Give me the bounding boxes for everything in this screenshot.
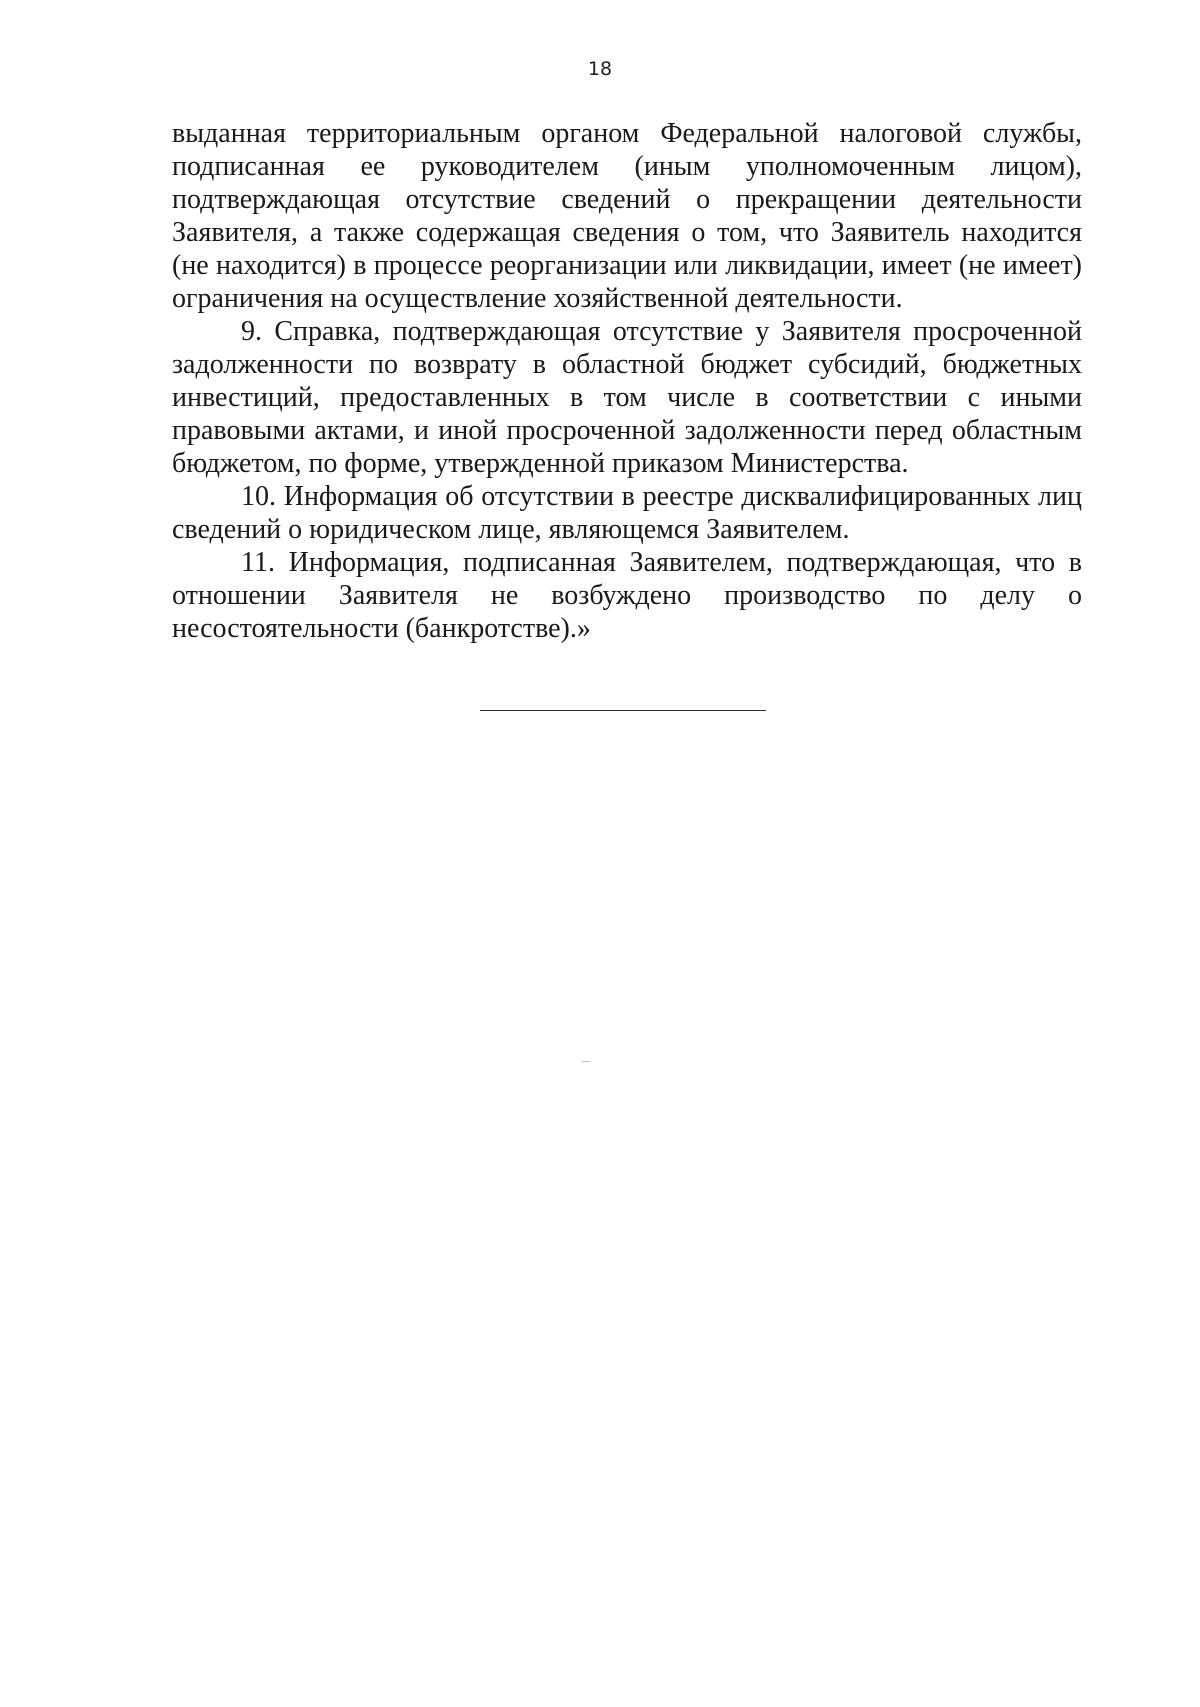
scan-speck bbox=[582, 1061, 590, 1062]
document-body bbox=[172, 117, 1082, 645]
paragraph-continuation: выданная территориальным органом Федеральной налоговой службы, подписанная ее руководителем (иным уполномоченным лицом), подтверждающая отсутствие сведений о прекращении деятельности Заявителя, а также содержащая сведения о том, что Заявитель находится (не находится) в процессе реорганизации или ликвидации, имеет (не имеет) ограничения на осуществление хозяйственной деятельности. bbox=[172, 118, 1082, 314]
paragraph-item-9: 9. Справка, подтверждающая отсутствие у Заявителя просроченной задолженности по возврату в областной бюджет субсидий, бюджетных инвестиций, предоставленных в том числе в соответствии с иными правовыми актами, и иной просроченной задолженности перед областным бюджетом, по форме, утвержденной приказом Министерства. bbox=[172, 316, 1082, 479]
page-number: 18 bbox=[587, 58, 613, 80]
paragraph-item-11: 11. Информация, подписанная Заявителем, подтверждающая, что в отношении Заявителя не возбуждено производство по делу о несостоятельности (банкротстве).» bbox=[172, 547, 1082, 644]
paragraph-item-10: 10. Информация об отсутствии в реестре дисквалифицированных лиц сведений о юридическом лице, являющемся Заявителем. bbox=[172, 481, 1082, 545]
end-separator-line bbox=[480, 710, 766, 711]
